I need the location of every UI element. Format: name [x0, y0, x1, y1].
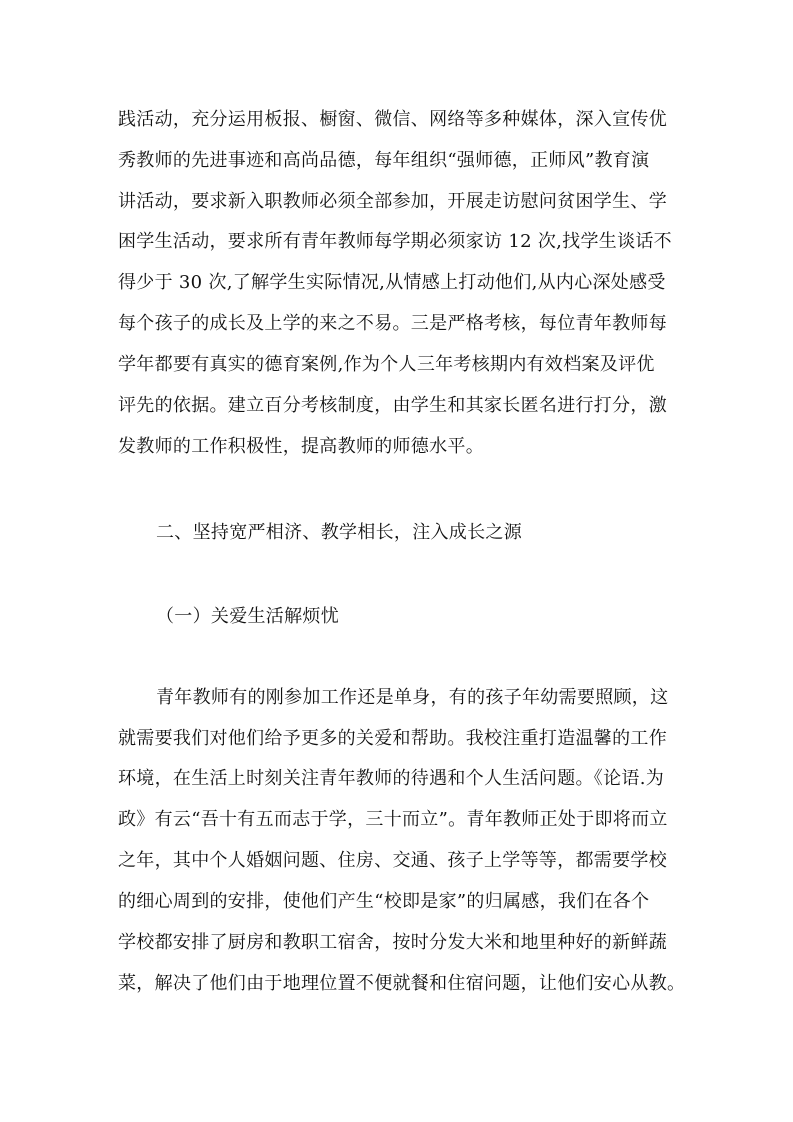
paragraph-1-line-7: 学年都要有真实的德育案例,作为个人三年考核期内有效档案及评优 — [118, 354, 655, 375]
paragraph-1-line-9: 发教师的工作积极性，提高教师的师德水平。 — [118, 436, 484, 457]
paragraph-1-line-8: 评先的依据。建立百分考核制度，由学生和其家长匿名进行打分，激 — [118, 395, 667, 416]
section-heading: 二、坚持宽严相济、教学相长，注入成长之源 — [156, 522, 522, 543]
subsection-heading: （一）关爱生活解烦忧 — [156, 606, 339, 627]
paragraph-1-line-3: 讲活动，要求新入职教师必须全部参加，开展走访慰问贫困学生、学 — [118, 191, 667, 212]
paragraph-2-line-8: 菜，解决了他们由于地理位置不便就餐和住宿问题，让他们安心从教。 — [118, 973, 686, 994]
paragraph-2-line-5: 之年，其中个人婚姻问题、住房、交通、孩子上学等等，都需要学校 — [118, 850, 667, 871]
paragraph-1-line-2: 秀教师的先进事迹和高尚品德，每年组织“强师德，正师风”教育演 — [118, 150, 650, 171]
paragraph-2-line-2: 就需要我们对他们给予更多的关爱和帮助。我校注重打造温馨的工作 — [118, 728, 667, 749]
paragraph-2-line-1: 青年教师有的刚参加工作还是单身，有的孩子年幼需要照顾，这 — [156, 687, 669, 708]
paragraph-2-line-7: 学校都安排了厨房和教职工宿舍，按时分发大米和地里种好的新鲜蔬 — [118, 932, 667, 953]
paragraph-2-line-4: 政》有云“吾十有五而志于学，三十而立”。青年教师正处于即将而立 — [118, 809, 668, 830]
paragraph-1-line-6: 每个孩子的成长及上学的来之不易。三是严格考核，每位青年教师每 — [118, 313, 667, 334]
paragraph-1-line-5: 得少于 30 次,了解学生实际情况,从情感上打动他们,从内心深处感受 — [118, 272, 666, 293]
paragraph-1-line-1: 践活动，充分运用板报、橱窗、微信、网络等多种媒体，深入宣传优 — [118, 109, 667, 130]
paragraph-2-line-3: 环境，在生活上时刻关注青年教师的待遇和个人生活问题。《论语.为 — [118, 768, 665, 789]
paragraph-1-line-4: 困学生活动，要求所有青年教师每学期必须家访 12 次,找学生谈话不 — [118, 231, 672, 252]
paragraph-2-line-6: 的细心周到的安排，使他们产生“校即是家”的归属感，我们在各个 — [118, 891, 650, 912]
